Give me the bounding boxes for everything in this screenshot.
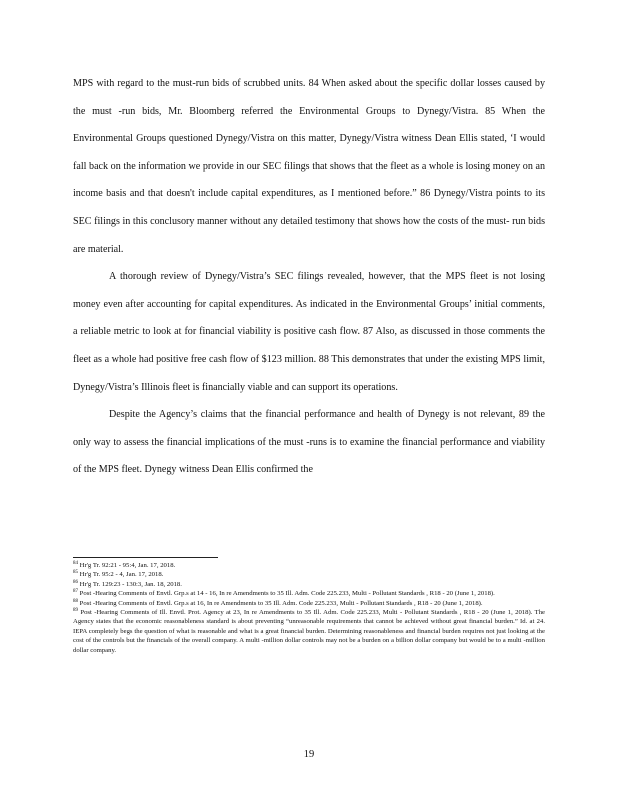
paragraph-3: Despite the Agency’s claims that the financial performance and health of Dynegy is not relevant, 89 the only way to assess the financial implications of the must -runs is to examine the financial performance and viability of the MPS fleet. Dynegy witness Dean Ellis confirmed the: [73, 409, 545, 476]
body-text: [73, 70, 545, 484]
footnote-text: Post -Hearing Comments of Envtl. Grp.s at 16, In re Amendments to 35 Ill. Adm. Code 225.233, Multi - Pollutant Standards , R18 - 20 (June 1, 2018).: [79, 599, 483, 607]
footnote-number: 85: [73, 570, 78, 576]
footnote-number: 87: [73, 588, 78, 594]
footnote-86: [73, 580, 545, 589]
footnote-84: [73, 561, 545, 570]
footnotes: [73, 561, 545, 655]
page-number: 19: [303, 749, 315, 760]
paragraph-1: MPS with regard to the must-run bids of scrubbed units. 84 When asked about the specific dollar losses caused by the must -run bids, Mr. Bloomberg referred the Environmental Groups to Dynegy/Vistra. 85 When the Environmental Groups questioned Dynegy/Vistra on this matter, Dynegy/Vistra witness Dean Ellis stated, ‘I would fall back on the information we provide in our SEC filings that shows that the fleet as a whole is losing money on an income basis and that doesn't include capital expenditures, as I mentioned before.” 86 Dynegy/Vistra points to its SEC filings in this conclusory manner without any detailed testimony that shows how the costs of the must- run bids are material.: [73, 78, 545, 255]
paragraph-2: A thorough review of Dynegy/Vistra’s SEC filings revealed, however, that the MPS fleet is not losing money even after accounting for capital expenditures. As indicated in the Environmental Groups’ initial comments, a reliable metric to look at for financial viability is positive cash flow. 87 Also, as discussed in those comments the fleet as a whole had positive free cash flow of $123 million. 88 This demonstrates that under the existing MPS limit, Dynegy/Vistra’s Illinois fleet is financially viable and can support its operations.: [73, 271, 545, 393]
footnote-separator: [73, 557, 218, 558]
footnote-89: [73, 608, 545, 655]
footnote-text: Hr'g Tr. 92:21 - 95:4, Jan. 17, 2018.: [79, 562, 176, 569]
footnote-85: [73, 570, 545, 579]
footnote-number: 88: [73, 598, 78, 604]
footnote-text: Post -Hearing Comments of Ill. Envtl. Prot. Agency at 23, In re Amendments to 35 Ill. Adm. Code 225.233, Multi - Pollutant Standards , R18 - 20 (June 1, 2018). The Agency states that the economic reasonableness standard is about preventing “unreasonable requirements that cannot be achieved without great financial burden.” Id. at 24. IEPA completely begs the question of what is reasonable and what is a great financial burden. Determining reasonableness and financial burden requires not just looking at the cost of the controls but the financials of the overall company. A multi -million dollar controls may not be a burden on a billion dollar company but would be to a multi -million dollar company.: [73, 609, 546, 654]
footnote-number: 89: [73, 607, 78, 613]
footnote-number: 84: [73, 560, 78, 566]
footnote-text: Hr'g Tr. 95:2 - 4, Jan. 17, 2018.: [79, 571, 164, 579]
footnote-text: Hr'g Tr. 129:23 - 130:3, Jan. 18, 2018.: [79, 580, 182, 588]
footnote-number: 86: [73, 579, 78, 585]
footnote-87: [73, 589, 545, 598]
footnote-text: Post -Hearing Comments of Envtl. Grp.s at 14 - 16, In re Amendments to 35 Ill. Adm. Code 225.233, Multi - Pollutant Standards , R18 - 20 (June 1, 2018).: [79, 590, 495, 598]
footnote-88: [73, 599, 545, 608]
